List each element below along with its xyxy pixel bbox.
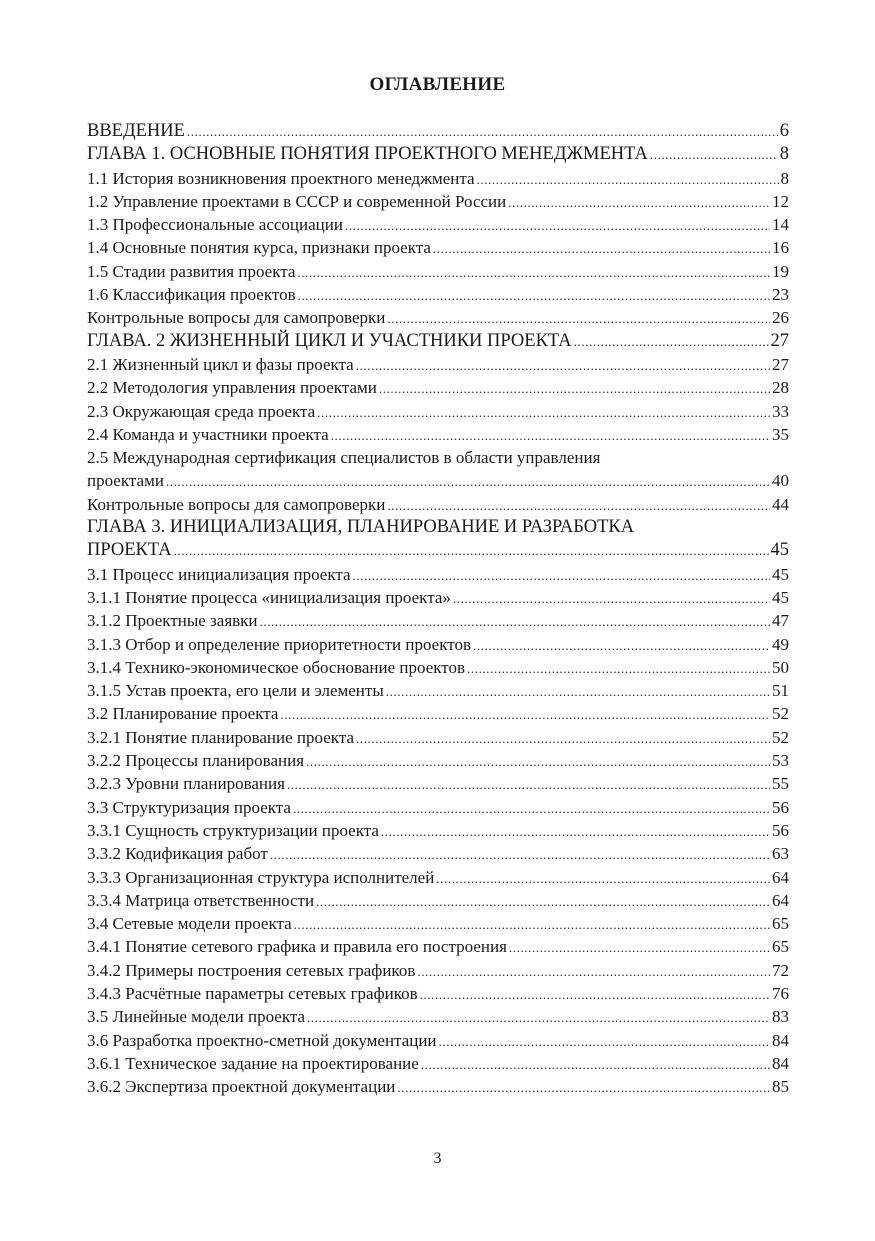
toc-entry[interactable] [87,912,789,935]
toc-entry-title: 3.2 Планирование проекта [87,704,279,724]
toc-leader-dots [356,727,770,750]
toc-entry-title: 1.3 Профессиональные ассоциации [87,215,343,235]
toc-entry-page: 27 [772,354,789,374]
toc-entry[interactable] [87,236,789,259]
toc-leader-dots [386,680,770,703]
toc-entry-title: 1.2 Управление проектами в СССР и современной России [87,191,507,211]
toc-entry-page: 64 [772,890,789,910]
toc-entry-page: 28 [772,378,789,398]
toc-entry[interactable] [87,772,789,795]
toc-entry-page: 35 [772,424,789,444]
toc-leader-dots [467,657,770,680]
toc-entry-title: 3.2.1 Понятие планирование проекта [87,727,354,747]
toc-entry[interactable] [87,819,789,842]
toc-entry-title: 3.4.3 Расчётные параметры сетевых графиков [87,983,418,1003]
toc-entry[interactable] [87,330,789,353]
toc-entry-title: 3.1.5 Устав проекта, его цели и элементы [87,681,384,701]
toc-entry-page: 8 [779,144,789,165]
toc-entry-title: 3.3.2 Кодификация работ [87,844,268,864]
toc-entry-page: 40 [772,471,789,491]
toc-entry-page: 84 [772,1030,789,1050]
toc-entry-page: 26 [772,308,789,328]
toc-entry-page: 85 [772,1077,789,1097]
toc-entry[interactable] [87,749,789,772]
toc-entry-title: проектами [87,471,164,491]
toc-leader-dots [353,564,770,587]
toc-leader-dots [420,983,770,1006]
toc-entry[interactable] [87,1005,789,1028]
toc-entry[interactable] [87,516,789,539]
toc-leader-dots [356,354,770,377]
toc-leader-dots [187,120,778,143]
toc-entry-page: 45 [772,587,789,607]
toc-leader-dots [433,237,770,260]
toc-leader-dots [270,843,770,866]
toc-entry[interactable] [87,306,789,329]
toc-entry-title: 1.1 История возникновения проектного менеджмента [87,168,475,188]
toc-leader-dots [316,890,770,913]
toc-entry-title: Контрольные вопросы для самопроверки [87,494,386,514]
toc-leader-dots [421,1053,770,1076]
toc-entry-title: 3.6 Разработка проектно-сметной документации [87,1030,437,1050]
toc-entry-title: 3.1.3 Отбор и определение приоритетности проектов [87,634,471,654]
toc-entry-page: 8 [780,168,789,188]
toc-leader-dots [298,284,770,307]
toc-entry-title: ГЛАВА 3. ИНИЦИАЛИЗАЦИЯ, ПЛАНИРОВАНИЕ И РАЗРАБОТКА [87,517,635,538]
toc-entry-page: 55 [772,774,789,794]
toc-entry-title: 2.5 Международная сертификация специалистов в области управления [87,448,601,468]
toc-entry[interactable] [87,423,789,446]
toc-entry-title: 2.3 Окружающая среда проекта [87,401,316,421]
toc-entry[interactable] [87,167,789,190]
toc-entry[interactable] [87,866,789,889]
toc-entry[interactable] [87,120,789,143]
toc-leader-dots [650,143,778,166]
toc-leader-dots [307,1006,770,1029]
toc-entry-title: 2.4 Команда и участники проекта [87,424,329,444]
toc-leader-dots [174,539,769,562]
toc-entry-title: 3.4.2 Примеры построения сетевых графиков [87,960,416,980]
toc-leader-dots [317,401,770,424]
toc-leader-dots [280,703,770,726]
toc-entry[interactable] [87,143,789,166]
toc-entry[interactable] [87,1075,789,1098]
toc-entry-page: 33 [772,401,789,421]
toc-entry-page: 65 [772,937,789,957]
toc-entry-title: 3.2.2 Процессы планирования [87,751,305,771]
toc-entry[interactable] [87,1029,789,1052]
toc-entry-title: 3.3 Структуризация проекта [87,797,291,817]
toc-entry[interactable] [87,190,789,213]
toc-entry-page: 52 [772,727,789,747]
toc-entry-title: Контрольные вопросы для самопроверки [87,308,386,328]
toc-entry-title: 3.1 Процесс инициализация проекта [87,564,351,584]
toc-entry-title: 3.4 Сетевые модели проекта [87,914,292,934]
page-title: ОГЛАВЛЕНИЕ [369,74,506,95]
toc-entry[interactable] [87,702,789,725]
toc-entry-page: 12 [772,191,789,211]
toc-entry-title: 3.3.4 Матрица ответственности [87,890,315,910]
toc-leader-dots [260,610,770,633]
toc-entry-page: 72 [772,960,789,980]
toc-entry-title: ГЛАВА. 2 ЖИЗНЕННЫЙ ЦИКЛ И УЧАСТНИКИ ПРОЕКТА [87,330,572,351]
toc-entry-title: 1.5 Стадии развития проекта [87,261,296,281]
toc-entry[interactable] [87,609,789,632]
toc-leader-dots [477,168,779,191]
toc-leader-dots [453,587,770,610]
toc-entry-title: ПРОЕКТА [87,540,172,561]
toc-entry-title: 3.2.3 Уровни планирования [87,774,285,794]
toc-entry-page: 16 [772,238,789,258]
toc-entry-title: 1.6 Классификация проектов [87,285,296,305]
toc-entry-title: 3.4.1 Понятие сетевого графика и правила его построения [87,937,507,957]
toc-entry[interactable] [87,842,789,865]
toc-entry[interactable] [87,353,789,376]
toc-entry-title: 1.4 Основные понятия курса, признаки проекта [87,238,431,258]
toc-entry-page: 65 [772,914,789,934]
toc-entry-page: 6 [779,121,789,141]
toc-leader-dots [397,1076,770,1099]
table-of-contents [87,120,789,1098]
toc-entry[interactable] [87,959,789,982]
toc-entry[interactable] [87,586,789,609]
toc-entry-page: 14 [772,215,789,235]
toc-entry-page: 23 [772,285,789,305]
toc-entry-title: 3.3.3 Организационная структура исполнителей [87,867,435,887]
toc-entry[interactable] [87,260,789,283]
toc-entry-page: 83 [772,1007,789,1027]
toc-entry-page: 63 [772,844,789,864]
toc-entry[interactable] [87,213,789,236]
toc-leader-dots [345,214,770,237]
toc-entry-title: 3.1.4 Технико-экономическое обоснование проектов [87,657,466,677]
toc-entry-page: 50 [772,657,789,677]
toc-entry-title: 3.6.2 Экспертиза проектной документации [87,1077,396,1097]
toc-leader-dots [297,261,770,284]
toc-entry[interactable] [87,400,789,423]
toc-entry[interactable] [87,283,789,306]
page-number: 3 [433,1150,442,1167]
toc-leader-dots [436,867,770,890]
toc-entry-page: 52 [772,704,789,724]
toc-entry-page: 45 [772,564,789,584]
toc-leader-dots [293,797,770,820]
toc-leader-dots [508,191,770,214]
toc-entry-page: 47 [772,611,789,631]
toc-entry[interactable] [87,656,789,679]
toc-leader-dots [473,634,770,657]
toc-entry[interactable] [87,679,789,702]
toc-entry-page: 27 [770,330,789,351]
toc-entry-title: 3.1.2 Проектные заявки [87,611,258,631]
toc-leader-dots [417,960,770,983]
toc-leader-dots [166,470,770,493]
toc-entry-page: 56 [772,797,789,817]
toc-entry[interactable] [87,633,789,656]
toc-entry-page: 84 [772,1053,789,1073]
toc-entry-page: 19 [772,261,789,281]
toc-entry[interactable] [87,982,789,1005]
toc-entry[interactable] [87,889,789,912]
toc-leader-dots [509,936,770,959]
toc-entry-title: ВВЕДЕНИЕ [87,121,185,141]
toc-leader-dots [387,494,770,517]
toc-entry-page: 56 [772,820,789,840]
toc-leader-dots [331,424,770,447]
toc-leader-dots [287,773,770,796]
toc-entry-title: ГЛАВА 1. ОСНОВНЫЕ ПОНЯТИЯ ПРОЕКТНОГО МЕНЕДЖМЕНТА [87,144,648,165]
toc-entry[interactable] [87,376,789,399]
toc-entry[interactable] [87,726,789,749]
toc-entry-page: 44 [772,494,789,514]
toc-entry-title: 3.3.1 Сущность структуризации проекта [87,820,379,840]
toc-leader-dots [574,330,769,353]
toc-entry[interactable] [87,935,789,958]
toc-leader-dots [387,307,770,330]
toc-entry-page: 51 [772,681,789,701]
toc-entry[interactable] [87,469,789,492]
toc-entry-page: 76 [772,983,789,1003]
toc-entry[interactable] [87,796,789,819]
toc-entry-title: 2.2 Методология управления проектами [87,378,377,398]
toc-leader-dots [379,377,770,400]
toc-entry-page: 64 [772,867,789,887]
toc-entry[interactable] [87,539,789,562]
toc-entry-title: 3.1.1 Понятие процесса «инициализация проекта» [87,587,451,607]
toc-entry-title: 3.5 Линейные модели проекта [87,1007,306,1027]
toc-entry-title: 3.6.1 Техническое задание на проектирование [87,1053,419,1073]
toc-entry-page: 45 [770,540,789,561]
toc-entry-title: 2.1 Жизненный цикл и фазы проекта [87,354,354,374]
toc-entry[interactable] [87,563,789,586]
toc-entry[interactable] [87,1052,789,1075]
toc-entry-page: 53 [772,751,789,771]
toc-leader-dots [306,750,770,773]
toc-leader-dots [294,913,770,936]
toc-entry[interactable] [87,446,789,469]
toc-leader-dots [439,1030,770,1053]
toc-entry[interactable] [87,493,789,516]
toc-entry-page: 49 [772,634,789,654]
toc-leader-dots [381,820,770,843]
